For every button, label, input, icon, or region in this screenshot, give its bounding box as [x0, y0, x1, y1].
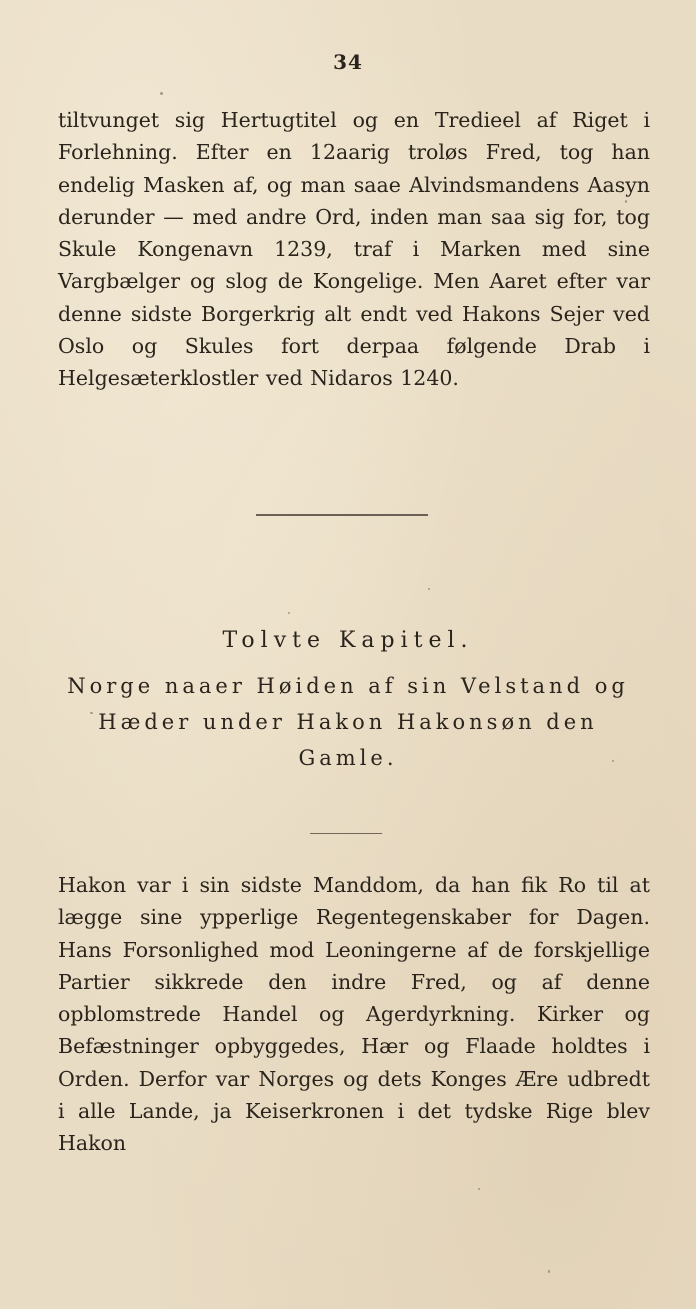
paper-speck	[612, 760, 614, 762]
paragraph-intro: tiltvunget sig Hertugtitel og en Tredieel af Riget i Forlehning. Efter en 12aarig troløs Fred, tog han endelig Masken af, og man saae Alvindsmandens Aasyn derunder — med andre Ord, inden man saa sig for, tog Skule Kongenavn 1239, traf i Marken med sine Vargbælger og slog de Kongelige. Men Aaret efter var denne sidste Borgerkrig alt endt ved Hakons Sejer ved Oslo og Skules fort derpaa følgende Drab i Helgesæterklostler ved Nidaros 1240.	[58, 108, 650, 391]
paragraph-body: Hakon var i sin sidste Manddom, da han fik Ro til at lægge sine ypperlige Regentegenskaber for Dagen. Hans Forsonlighed mod Leoningerne af de forskjellige Partier sikkrede den indre Fred, og af denne opblomstrede Handel og Agerdyrkning. Kirker og Befæstninger opbyggedes, Hær og Flaade holdtes i Orden. Derfor var Norges og dets Konges Ære udbredt i alle Lande, ja Keiserkronen i det tydske Rige blev Hakon	[58, 873, 650, 1156]
chapter-subtitle: Norge naaer Høiden af sin Velstand og Hæder under Hakon Hakonsøn den Gamle.	[67, 674, 629, 770]
paper-speck	[288, 612, 290, 614]
chapter-divider	[310, 833, 382, 834]
paper-speck	[428, 588, 430, 590]
paper-speck	[160, 92, 163, 95]
page-number: 34	[333, 50, 363, 74]
paper-speck	[625, 200, 627, 203]
paper-speck	[478, 1188, 480, 1190]
section-divider	[256, 514, 428, 516]
paper-speck	[548, 1270, 550, 1273]
paper-speck	[90, 712, 93, 714]
chapter-title: Tolvte Kapitel.	[222, 628, 474, 653]
